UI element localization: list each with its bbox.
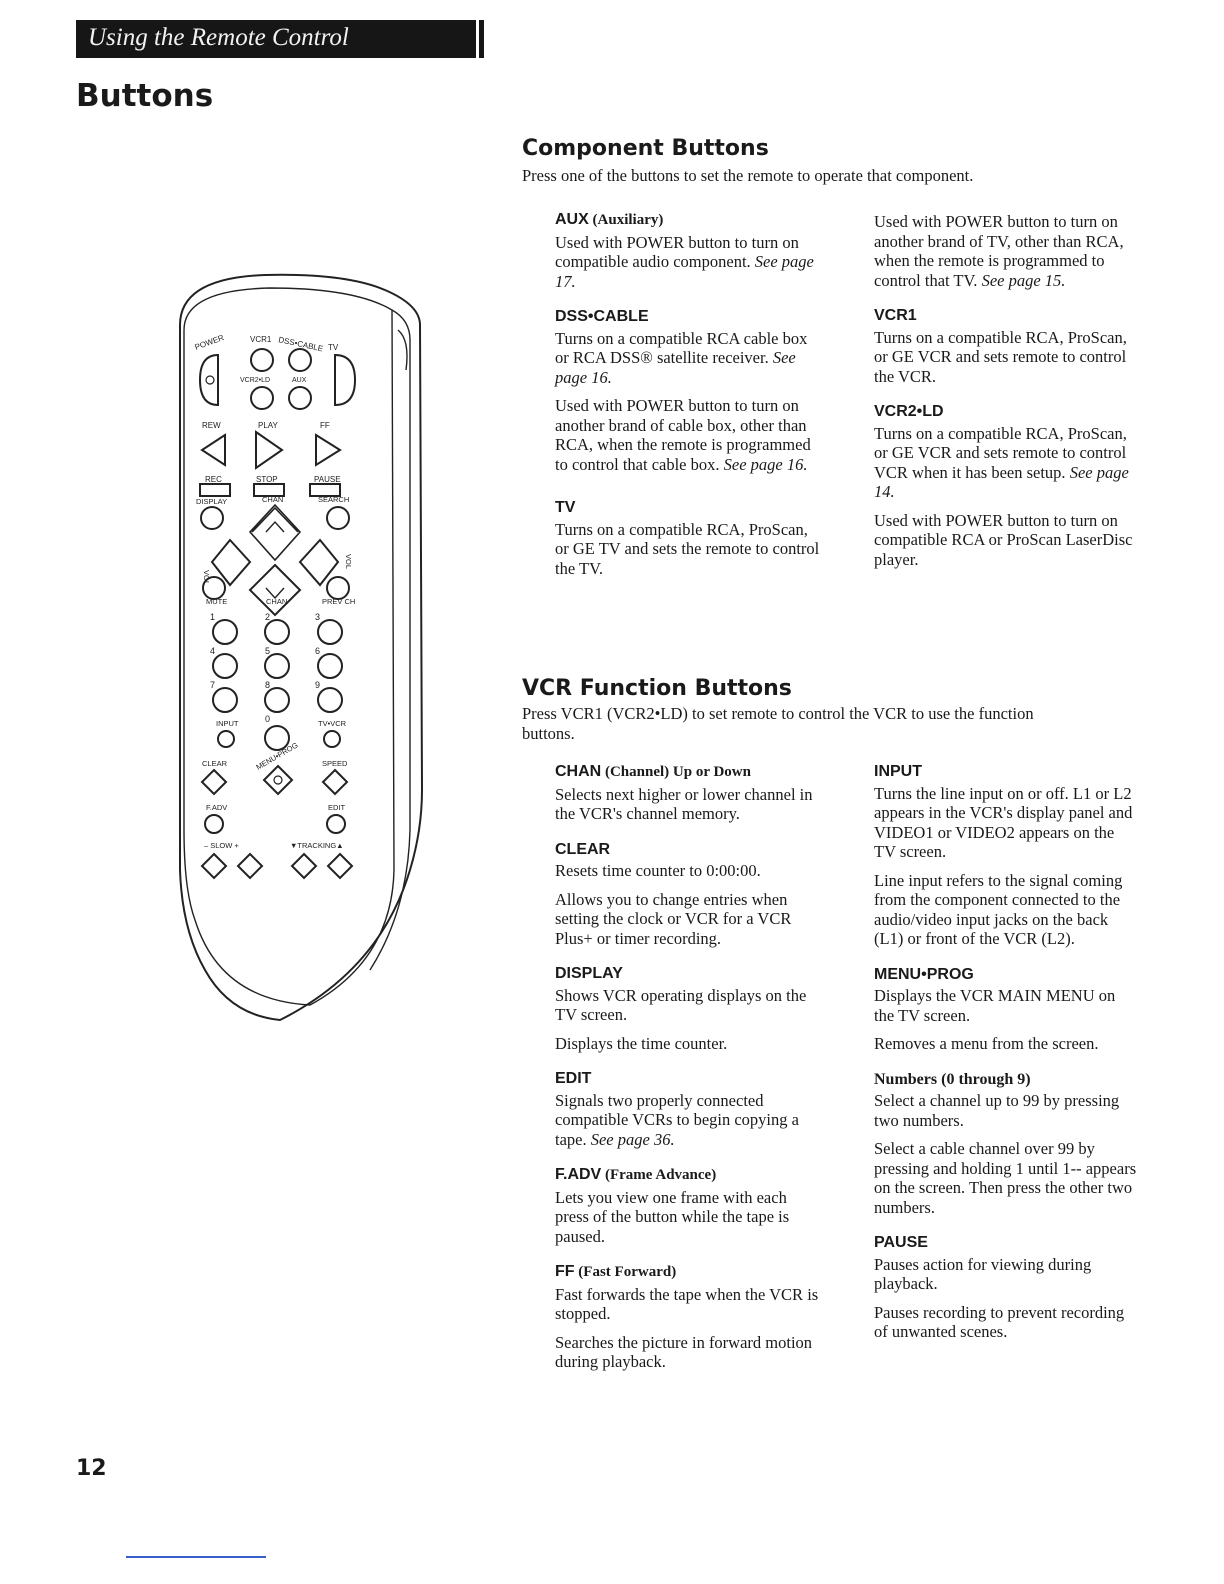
digit-button-3 xyxy=(318,620,342,644)
digit-label-8: 8 xyxy=(265,680,271,690)
digit-button-4 xyxy=(213,654,237,678)
tv-heading: TV xyxy=(555,499,576,516)
display-text-2: Displays the time counter. xyxy=(555,1033,728,1053)
chan-heading-sub: (Channel) Up or Down xyxy=(601,764,751,780)
pause-text-2: Pauses recording to prevent recording of unwanted scenes. xyxy=(874,1302,1125,1341)
speed-button xyxy=(323,770,347,794)
vcr2-ld-page-ref: See page 14. xyxy=(874,462,1129,501)
menu-prog-text-2: Removes a menu from the screen. xyxy=(874,1034,1099,1053)
label-tv-vcr: TV•VCR xyxy=(318,719,347,728)
aux-entry xyxy=(555,210,820,291)
ff-button xyxy=(316,435,340,465)
chan-up-button xyxy=(250,505,300,560)
pause-heading: PAUSE xyxy=(874,1234,928,1251)
remote-control-illustration xyxy=(170,270,430,1030)
input-button xyxy=(218,731,234,747)
label-clear: CLEAR xyxy=(202,759,228,768)
label-prev-ch: PREV CH xyxy=(322,597,356,606)
label-edit: EDIT xyxy=(328,803,346,812)
ff-entry xyxy=(555,1262,820,1372)
vcr-function-buttons-intro: Press VCR1 (VCR2•LD) to set remote to control the VCR to use the function buttons. xyxy=(522,704,1034,743)
label-aux: AUX xyxy=(292,377,307,384)
power-led xyxy=(206,376,214,384)
dss-cable-button xyxy=(289,349,311,371)
label-rec: REC xyxy=(205,475,222,484)
digit-label-4: 4 xyxy=(210,646,216,656)
edit-text: Signals two properly connected compatible VCRs to begin copying a tape. See page 36. xyxy=(555,1090,799,1149)
label-slow: – SLOW + xyxy=(204,841,239,850)
mute-button xyxy=(203,577,225,599)
component-buttons-title: Component Buttons xyxy=(522,136,769,161)
digit-label-0: 0 xyxy=(265,714,271,724)
label-vcr1: VCR1 xyxy=(250,335,272,344)
digit-button-9 xyxy=(318,688,342,712)
display-text-1: Shows VCR operating displays on the TV screen. xyxy=(555,985,807,1024)
page-number: 12 xyxy=(76,1456,107,1481)
section-header-title: Using the Remote Control xyxy=(88,24,349,51)
digit-label-2: 2 xyxy=(265,612,271,622)
clear-text-1: Resets time counter to 0:00:00. xyxy=(555,861,761,880)
menu-prog-text-1: Displays the VCR MAIN MENU on the TV screen. xyxy=(874,986,1116,1025)
fadv-heading: F.ADV xyxy=(555,1166,602,1183)
vcr2-ld-text-1: Turns on a compatible RCA, ProScan, or GE VCR and sets remote to control VCR when it has been setup. See page 14. xyxy=(874,423,1129,501)
vcr2-ld-entry xyxy=(874,402,1139,569)
pause-text-1: Pauses action for viewing during playback. xyxy=(874,1254,1092,1293)
digit-button-1 xyxy=(213,620,237,644)
vcr1-button xyxy=(251,349,273,371)
vcr-function-buttons-title: VCR Function Buttons xyxy=(522,676,792,701)
display-entry xyxy=(555,964,820,1053)
fadv-button xyxy=(205,815,223,833)
fadv-entry xyxy=(555,1165,820,1246)
label-search: SEARCH xyxy=(318,495,350,504)
aux-page-ref: See page 17. xyxy=(555,252,814,291)
label-stop: STOP xyxy=(256,475,278,484)
dss-cable-text-1: Turns on a compatible RCA cable box or RCA DSS® satellite receiver. See page 16. xyxy=(555,328,808,387)
rec-button xyxy=(200,484,230,496)
rew-button xyxy=(202,435,225,465)
chan-down-button xyxy=(250,565,300,615)
ff-text-1: Fast forwards the tape when the VCR is stopped. xyxy=(555,1284,819,1323)
ff-heading-sub: (Fast Forward) xyxy=(574,1264,677,1280)
slow-minus-button xyxy=(202,854,226,878)
label-menu-prog: MENU•PROG xyxy=(254,740,300,772)
label-speed: SPEED xyxy=(322,759,348,768)
input-heading: INPUT xyxy=(874,763,922,780)
menu-prog-entry xyxy=(874,965,1139,1054)
numbers-text-1: Select a channel up to 99 by pressing two numbers. xyxy=(874,1091,1120,1130)
label-tv: TV xyxy=(328,343,339,352)
input-text-2: Line input refers to the signal coming from the component connected to the audio/video input jacks on the back (L1) or front of the VCR (L2). xyxy=(874,870,1123,948)
tv-text: Turns on a compatible RCA, ProScan, or GE TV and sets the remote to control the TV. xyxy=(555,519,820,578)
label-mute: MUTE xyxy=(206,597,228,606)
vcr-left-column xyxy=(555,762,820,1388)
play-button xyxy=(256,432,282,468)
power-button xyxy=(200,355,218,405)
label-pause: PAUSE xyxy=(314,475,341,484)
tracking-up-button xyxy=(328,854,352,878)
clear-button xyxy=(202,770,226,794)
label-input: INPUT xyxy=(216,719,239,728)
digit-label-1: 1 xyxy=(210,612,216,622)
tracking-down-button xyxy=(292,854,316,878)
display-button xyxy=(201,507,223,529)
clear-text-2: Allows you to change entries when setting the clock or VCR for a VCR Plus+ or timer recording. xyxy=(555,889,792,948)
vcr2-ld-heading: VCR2•LD xyxy=(874,403,944,420)
digit-button-7 xyxy=(213,688,237,712)
dss-cable-page-ref-2: See page 16. xyxy=(723,454,808,474)
input-entry xyxy=(874,762,1139,949)
vcr1-entry xyxy=(874,306,1139,386)
header-bar-end-mark xyxy=(476,20,484,58)
dss-cable-entry xyxy=(555,307,820,474)
tv-entry xyxy=(555,498,820,578)
digit-button-6 xyxy=(318,654,342,678)
digit-label-7: 7 xyxy=(210,680,216,690)
aux-button xyxy=(289,387,311,409)
fadv-heading-sub: (Frame Advance) xyxy=(601,1167,717,1183)
clear-heading: CLEAR xyxy=(555,840,611,858)
vcr-right-column xyxy=(874,762,1139,1358)
aux-heading-sub: (Auxiliary) xyxy=(588,212,664,228)
vcr1-heading: VCR1 xyxy=(874,307,917,324)
label-vol-left: VOL xyxy=(202,570,211,586)
component-left-column xyxy=(555,210,820,594)
display-heading: DISPLAY xyxy=(555,965,623,982)
ff-heading: FF xyxy=(555,1263,575,1280)
ff-text-2: Searches the picture in forward motion during playback. xyxy=(555,1332,813,1371)
label-tracking: ▼TRACKING▲ xyxy=(290,841,344,850)
digit-label-5: 5 xyxy=(265,646,271,656)
pause-entry xyxy=(874,1233,1139,1342)
label-display: DISPLAY xyxy=(196,497,228,506)
footer-rule xyxy=(126,1556,266,1558)
menu-prog-heading: MENU•PROG xyxy=(874,965,974,983)
input-text-1: Turns the line input on or off. L1 or L2 appears in the VCR's display panel and VIDEO1 or VIDEO2 appears on the TV screen. xyxy=(874,783,1133,861)
clear-entry xyxy=(555,840,820,949)
label-ff: FF xyxy=(320,421,330,430)
label-rew: REW xyxy=(202,421,221,430)
label-power: POWER xyxy=(193,333,226,352)
dss-cable-text-2: Used with POWER button to turn on another brand of cable box, other than RCA, when the remote is programmed to control that cable box. See page 16. xyxy=(555,396,811,474)
remote-side-grip xyxy=(370,310,410,970)
chan-up-arrow xyxy=(266,522,284,532)
label-vol-right: VOL xyxy=(344,554,353,570)
vcr1-text: Turns on a compatible RCA, ProScan, or GE VCR and sets remote to control the VCR. xyxy=(874,327,1127,386)
edit-page-ref: See page 36. xyxy=(590,1129,675,1149)
label-vcr2-ld: VCR2•LD xyxy=(240,377,271,384)
edit-button xyxy=(327,815,345,833)
vcr2-ld-button xyxy=(251,387,273,409)
chan-text: Selects next higher or lower channel in the VCR's channel memory. xyxy=(555,784,813,823)
dss-cable-page-ref-1: See page 16. xyxy=(555,348,796,387)
tv-vcr-button xyxy=(324,731,340,747)
numbers-heading: Numbers (0 through 9) xyxy=(874,1070,1031,1088)
numbers-text-2: Select a cable channel over 99 by pressing and holding 1 until 1-- appears on the screen. Then press the other two numbers. xyxy=(874,1139,1137,1217)
aux-text: Used with POWER button to turn on compatible audio component. See page 17. xyxy=(555,232,814,291)
dss-cable-heading: DSS•CABLE xyxy=(555,308,649,325)
numbers-entry xyxy=(874,1070,1139,1218)
digit-button-2 xyxy=(265,620,289,644)
vcr2-ld-text-2: Used with POWER button to turn on compatible RCA or ProScan LaserDisc player. xyxy=(874,510,1133,569)
edit-heading: EDIT xyxy=(555,1070,592,1087)
digit-label-3: 3 xyxy=(315,612,321,622)
menu-prog-center xyxy=(274,776,282,784)
prev-ch-button xyxy=(327,577,349,599)
chan-entry xyxy=(555,762,820,824)
slow-plus-button xyxy=(238,854,262,878)
aux-heading: AUX xyxy=(555,211,589,228)
label-fadv: F.ADV xyxy=(206,803,228,812)
digit-label-6: 6 xyxy=(315,646,321,656)
tv-button xyxy=(335,355,355,405)
menu-prog-button xyxy=(264,766,292,794)
label-chan-down: CHAN xyxy=(266,597,288,606)
fadv-text: Lets you view one frame with each press of the button while the tape is paused. xyxy=(555,1187,790,1246)
label-dss-cable: DSS•CABLE xyxy=(277,335,324,354)
section-header-bar xyxy=(76,20,484,58)
tv-other-brand-entry xyxy=(874,212,1139,290)
digit-button-5 xyxy=(265,654,289,678)
tv-other-brand-text: Used with POWER button to turn on another brand of TV, other than RCA, when the remote is programmed to control that TV. See page 15. xyxy=(874,212,1124,290)
page-title: Buttons xyxy=(76,78,214,114)
chan-heading: CHAN xyxy=(555,763,602,780)
digit-label-9: 9 xyxy=(315,680,321,690)
edit-entry xyxy=(555,1069,820,1149)
digit-button-8 xyxy=(265,688,289,712)
tv-page-ref: See page 15. xyxy=(981,270,1066,290)
remote-edge-curve xyxy=(398,330,407,370)
label-play: PLAY xyxy=(258,421,278,430)
label-chan-up: CHAN xyxy=(262,495,284,504)
component-buttons-intro: Press one of the buttons to set the remote to operate that component. xyxy=(522,166,974,185)
component-right-column xyxy=(874,212,1139,585)
search-button xyxy=(327,507,349,529)
